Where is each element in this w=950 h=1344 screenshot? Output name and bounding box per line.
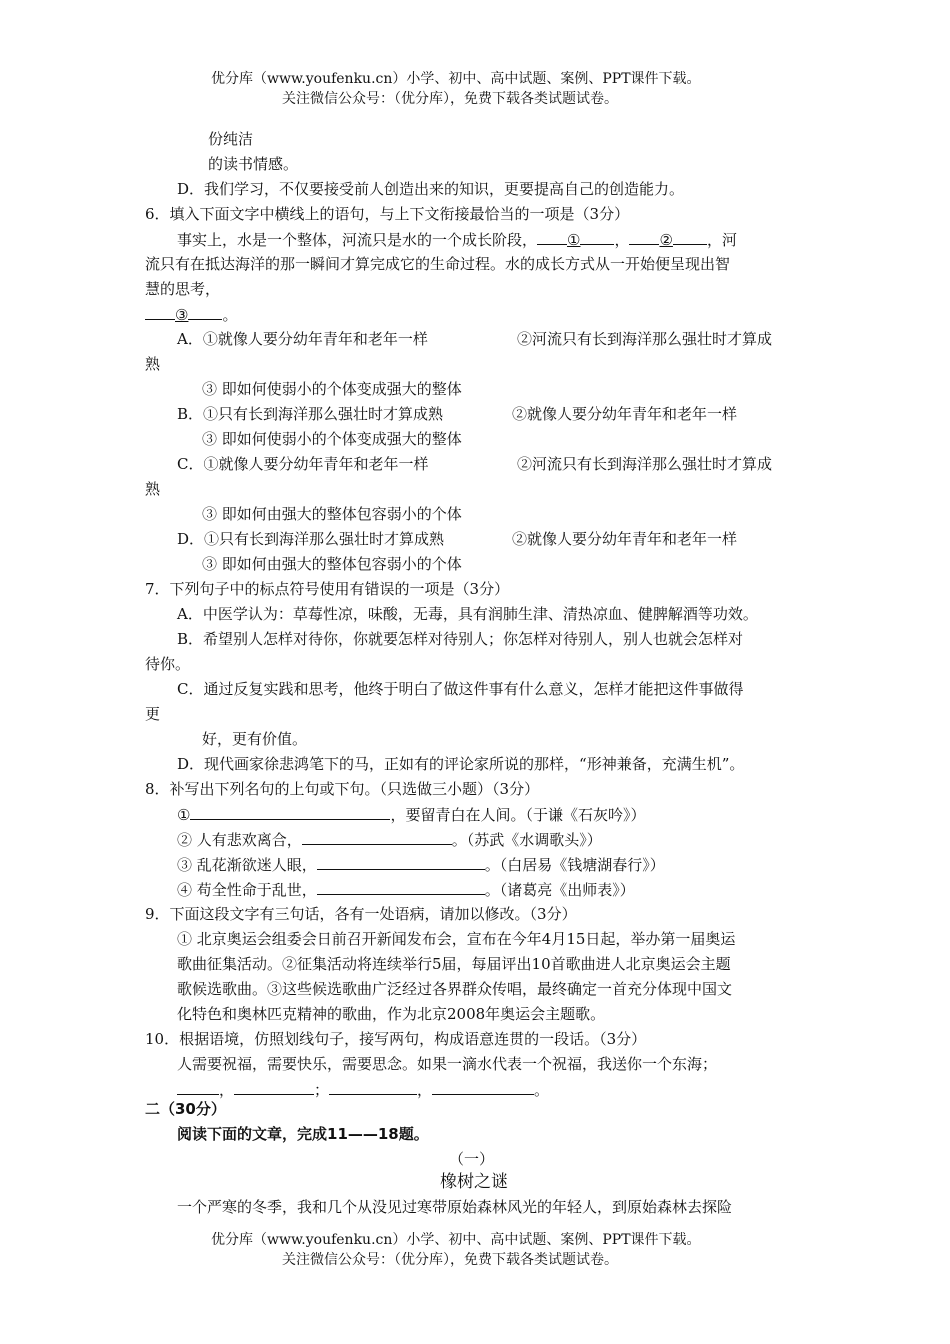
q6-stem: 6．填入下面文字中横线上的语句，与上下文衔接最恰当的一项是（3分） [145,205,630,223]
q6-option-a-1: A．①就像人要分幼年青年和老年一样 [177,330,428,348]
q6-blank-3 [145,304,175,320]
q6-blank-1 [537,229,567,245]
q8-item-3-blank[interactable] [317,854,485,870]
q8-item-4-text-a: ④ 苟全性命于乱世， [177,881,317,899]
q6-blank-1-mark: ① [567,231,581,249]
header-line-1: 优分库（www.youfenku.cn）小学、初中、高中试题、案例、PPT课件下载。 [211,71,701,87]
q7-option-c-1: C．通过反复实践和思考，他终于明白了做这件事有什么意义，怎样才能把这件事做得 [177,680,744,698]
q8-item-3 [177,854,665,875]
q8-item-2-blank[interactable] [302,829,452,845]
q6-option-b-1: B．①只有长到海洋那么强壮时才算成熟 [177,405,444,423]
q8-item-4 [177,879,635,900]
q6-passage-end: 。 [222,306,238,324]
q9-line-4: 化特色和奥林匹克精神的歌曲，作为北京2008年奥运会主题歌。 [177,1005,606,1023]
q8-item-3-text-b: 。（白居易《钱塘湖春行》） [484,856,665,874]
header-line-2: 关注微信公众号：（优分库），免费下载各类试题试卷。 [282,91,618,107]
q7-option-d: D．现代画家徐悲鸿笔下的马，正如有的评论家所说的那样，“形神兼备，充满生机”。 [177,755,745,773]
q7-option-a: A．中医学认为：草莓性凉，味酸，无毒，具有润肺生津、清热凉血、健脾解酒等功效。 [177,605,758,623]
q6-option-d-3: ③ 即如何由强大的整体包容弱小的个体 [202,555,462,573]
q6-passage-text-b: ，河 [706,231,737,249]
q10-blank-2[interactable] [234,1079,314,1095]
q6-option-c-3: 熟 [145,480,161,498]
q5-continuation-2: 的读书情感。 [208,155,299,173]
q10-blank-4[interactable] [432,1079,534,1095]
q6-blank-1-tail [580,229,614,245]
q6-option-a-3: 熟 [145,355,161,373]
q6-passage-text-a: 事实上，水是一个整体，河流只是水的一个成长阶段， [177,231,538,249]
q8-item-2-text-a: ② 人有悲欢离合， [177,831,302,849]
q6-option-b-3: ③ 即如何使弱小的个体变成强大的整体 [202,430,462,448]
q8-item-1-blank[interactable] [190,804,390,820]
q10-comma-1: ， [219,1081,235,1099]
q6-option-b-2: ②就像人要分幼年青年和老年一样 [512,405,738,423]
q9-line-2: 歌曲征集活动。②征集活动将连续举行5届，每届评出10首歌曲进人北京奥运会主题 [177,955,731,973]
q7-option-b-1: B．希望别人怎样对待你，你就要怎样对待别人；你怎样对待别人，别人也就会怎样对 [177,630,744,648]
article-title: 橡树之谜 [440,1172,508,1192]
q10-end: 。 [534,1081,550,1099]
q6-passage-line-3: 慧的思考， [145,280,221,298]
q6-blank-2-mark: ② [659,231,673,249]
q6-option-c-1: C．①就像人要分幼年青年和老年一样 [177,455,429,473]
q7-option-c-3: 好，更有价值。 [202,730,308,748]
q9-line-3: 歌候选歌曲。③这些候选歌曲广泛经过各界群众传唱，最终确定一首充分体现中国文 [177,980,733,998]
q10-answer-line [177,1079,549,1100]
q8-item-3-text-a: ③ 乱花渐欲迷人眼， [177,856,317,874]
q6-option-a-4: ③ 即如何使弱小的个体变成强大的整体 [202,380,462,398]
q5-continuation-1: 份纯洁 [208,130,254,148]
q6-separator: ， [614,231,630,249]
q10-blank-1[interactable] [177,1079,219,1095]
section-2-intro: 阅读下面的文章，完成11——18题。 [177,1125,429,1143]
q9-stem: 9．下面这段文字有三句话，各有一处语病，请加以修改。（3分） [145,905,577,923]
q9-line-1: ① 北京奥运会组委会日前召开新闻发布会，宣布在今年4月15日起，举办第一届奥运 [177,930,736,948]
q6-blank-3-tail [188,304,222,320]
section-2-heading: 二（30分） [145,1100,226,1118]
q8-stem: 8．补写出下列名句的上句或下句。（只选做三小题）（3分） [145,780,540,798]
q6-passage-line-1 [177,229,737,250]
q8-item-1 [177,804,645,825]
q6-option-d-2: ②就像人要分幼年青年和老年一样 [512,530,738,548]
q7-stem: 7．下列句子中的标点符号使用有错误的一项是（3分） [145,580,510,598]
q6-passage-line-2: 流只有在抵达海洋的那一瞬间才算完成它的生命过程。水的成长方式从一开始便呈现出智 [145,255,731,273]
q6-option-a-2: ②河流只有长到海洋那么强壮时才算成 [517,330,773,348]
q8-item-2 [177,829,602,850]
q6-blank-2-tail [673,229,707,245]
q8-item-4-text-b: 。（诸葛亮《出师表》） [484,881,635,899]
q10-comma-2: ， [417,1081,433,1099]
q5-option-d: D．我们学习，不仅要接受前人创造出来的知识，更要提高自己的创造能力。 [177,180,685,198]
q6-blank-2 [629,229,659,245]
q6-option-c-4: ③ 即如何由强大的整体包容弱小的个体 [202,505,462,523]
q7-option-b-2: 待你。 [145,655,191,673]
q10-blank-3[interactable] [329,1079,417,1095]
q10-semicolon: ； [314,1081,330,1099]
q6-passage-line-4 [145,304,237,325]
footer-line-2: 关注微信公众号：（优分库），免费下载各类试题试卷。 [282,1252,618,1268]
q8-item-1-num: ① [177,806,191,824]
article-first-line: 一个严寒的冬季，我和几个从没见过寒带原始森林风光的年轻人，到原始森林去探险 [177,1198,733,1216]
q7-option-c-2: 更 [145,705,161,723]
q10-stem: 10．根据语境，仿照划线句子，接写两句，构成语意连贯的一段话。（3分） [145,1030,647,1048]
q8-item-4-blank[interactable] [317,879,485,895]
q6-blank-3-mark: ③ [175,306,189,324]
q10-line-1: 人需要祝福，需要快乐，需要思念。如果一滴水代表一个祝福，我送你一个东海； [177,1055,718,1073]
q6-option-d-1: D．①只有长到海洋那么强壮时才算成熟 [177,530,445,548]
q8-item-2-text-b: 。（苏武《水调歌头》） [451,831,602,849]
section-2-subheading: （一） [449,1150,495,1168]
q6-option-c-2: ②河流只有长到海洋那么强壮时才算成 [517,455,773,473]
q8-item-1-text: ，要留青白在人间。（于谦《石灰吟》） [390,806,646,824]
footer-line-1: 优分库（www.youfenku.cn）小学、初中、高中试题、案例、PPT课件下载。 [211,1232,701,1248]
